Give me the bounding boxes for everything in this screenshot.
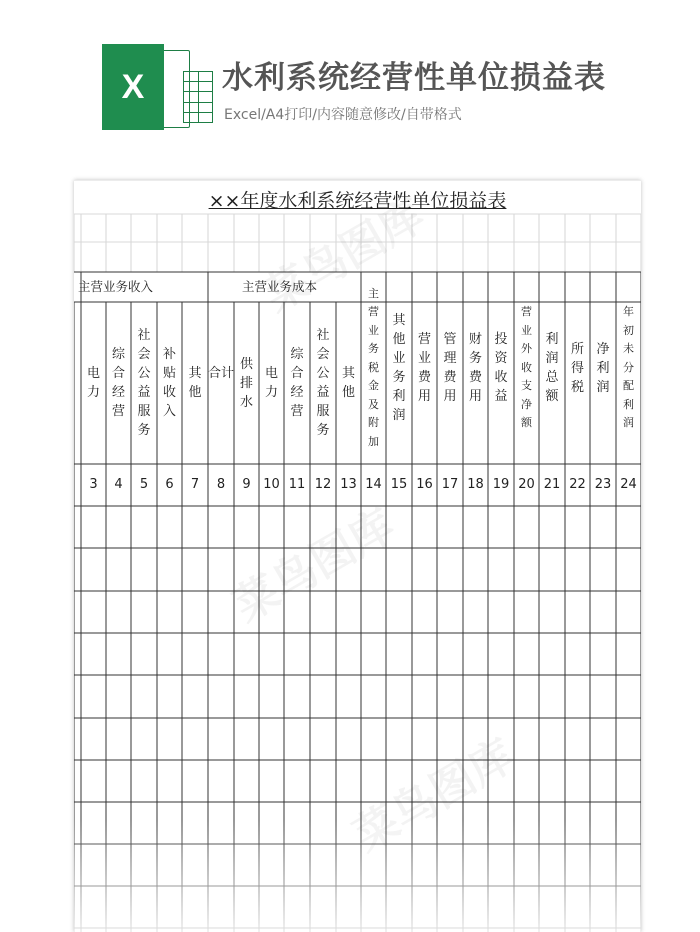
column-header: 利润总额 xyxy=(545,332,559,404)
group-header-main-cost: 主营业务成本 xyxy=(242,279,318,294)
column-header: 财务费用 xyxy=(468,332,482,404)
group-header-main-income: 主营业务收入 xyxy=(78,279,154,294)
column-number: 22 xyxy=(569,477,586,492)
column-header: 综合经营 xyxy=(111,347,125,419)
page-title: 水利系统经营性单位损益表 xyxy=(222,60,606,96)
column-number: 13 xyxy=(340,477,357,492)
column-header: 其他业务利润 xyxy=(392,313,406,423)
excel-icon: X xyxy=(102,44,164,130)
column-header: 合计 xyxy=(207,366,234,381)
column-number: 11 xyxy=(288,477,306,492)
excel-logo xyxy=(102,44,188,130)
column-header: 所得税 xyxy=(570,341,584,395)
column-header: 社会公益服务 xyxy=(316,328,330,438)
column-number: 4 xyxy=(114,477,123,492)
bottom-fade xyxy=(74,820,641,932)
column-header: 综合经营 xyxy=(290,347,304,419)
column-number: 14 xyxy=(365,477,382,492)
column-number: 6 xyxy=(165,477,174,492)
column-number: 16 xyxy=(416,477,433,492)
column-number: 12 xyxy=(314,477,332,492)
column-header: 净利润 xyxy=(596,341,610,395)
column-header: 供排水 xyxy=(239,356,253,410)
column-header: 补贴收入 xyxy=(162,347,176,419)
column-header: 电力 xyxy=(86,366,100,400)
column-number: 19 xyxy=(492,477,510,492)
column-header: 年初未分配利润 xyxy=(623,305,634,430)
column-header: 管理费用 xyxy=(443,332,457,404)
column-number: 8 xyxy=(216,477,226,492)
column-header: 电力 xyxy=(264,366,278,400)
spreadsheet-preview xyxy=(74,180,641,932)
column-number: 20 xyxy=(518,477,535,492)
column-header: 其他 xyxy=(188,366,202,400)
column-number: 15 xyxy=(390,477,408,492)
column-header: 社会公益服务 xyxy=(137,328,151,438)
column-number: 24 xyxy=(620,477,637,492)
column-number: 10 xyxy=(263,477,280,492)
column-number: 9 xyxy=(242,477,251,492)
column-header: 投资收益 xyxy=(494,332,508,404)
column-number: 3 xyxy=(89,477,98,492)
column-number: 18 xyxy=(467,477,484,492)
column-number: 21 xyxy=(543,477,561,492)
column-number: 7 xyxy=(190,477,200,492)
column-header: 主营业务税金及附加 xyxy=(368,286,379,448)
sheet-title: ××年度水利系统经营性单位损益表 xyxy=(208,190,507,212)
column-number: 17 xyxy=(441,477,459,492)
column-header: 营业外收支净额 xyxy=(521,305,532,430)
column-number: 23 xyxy=(594,477,612,492)
column-header: 营业费用 xyxy=(417,332,431,404)
page-subtitle: Excel/A4打印/内容随意修改/自带格式 xyxy=(224,107,462,123)
column-number: 5 xyxy=(139,477,149,492)
column-header: 其他 xyxy=(341,366,355,400)
